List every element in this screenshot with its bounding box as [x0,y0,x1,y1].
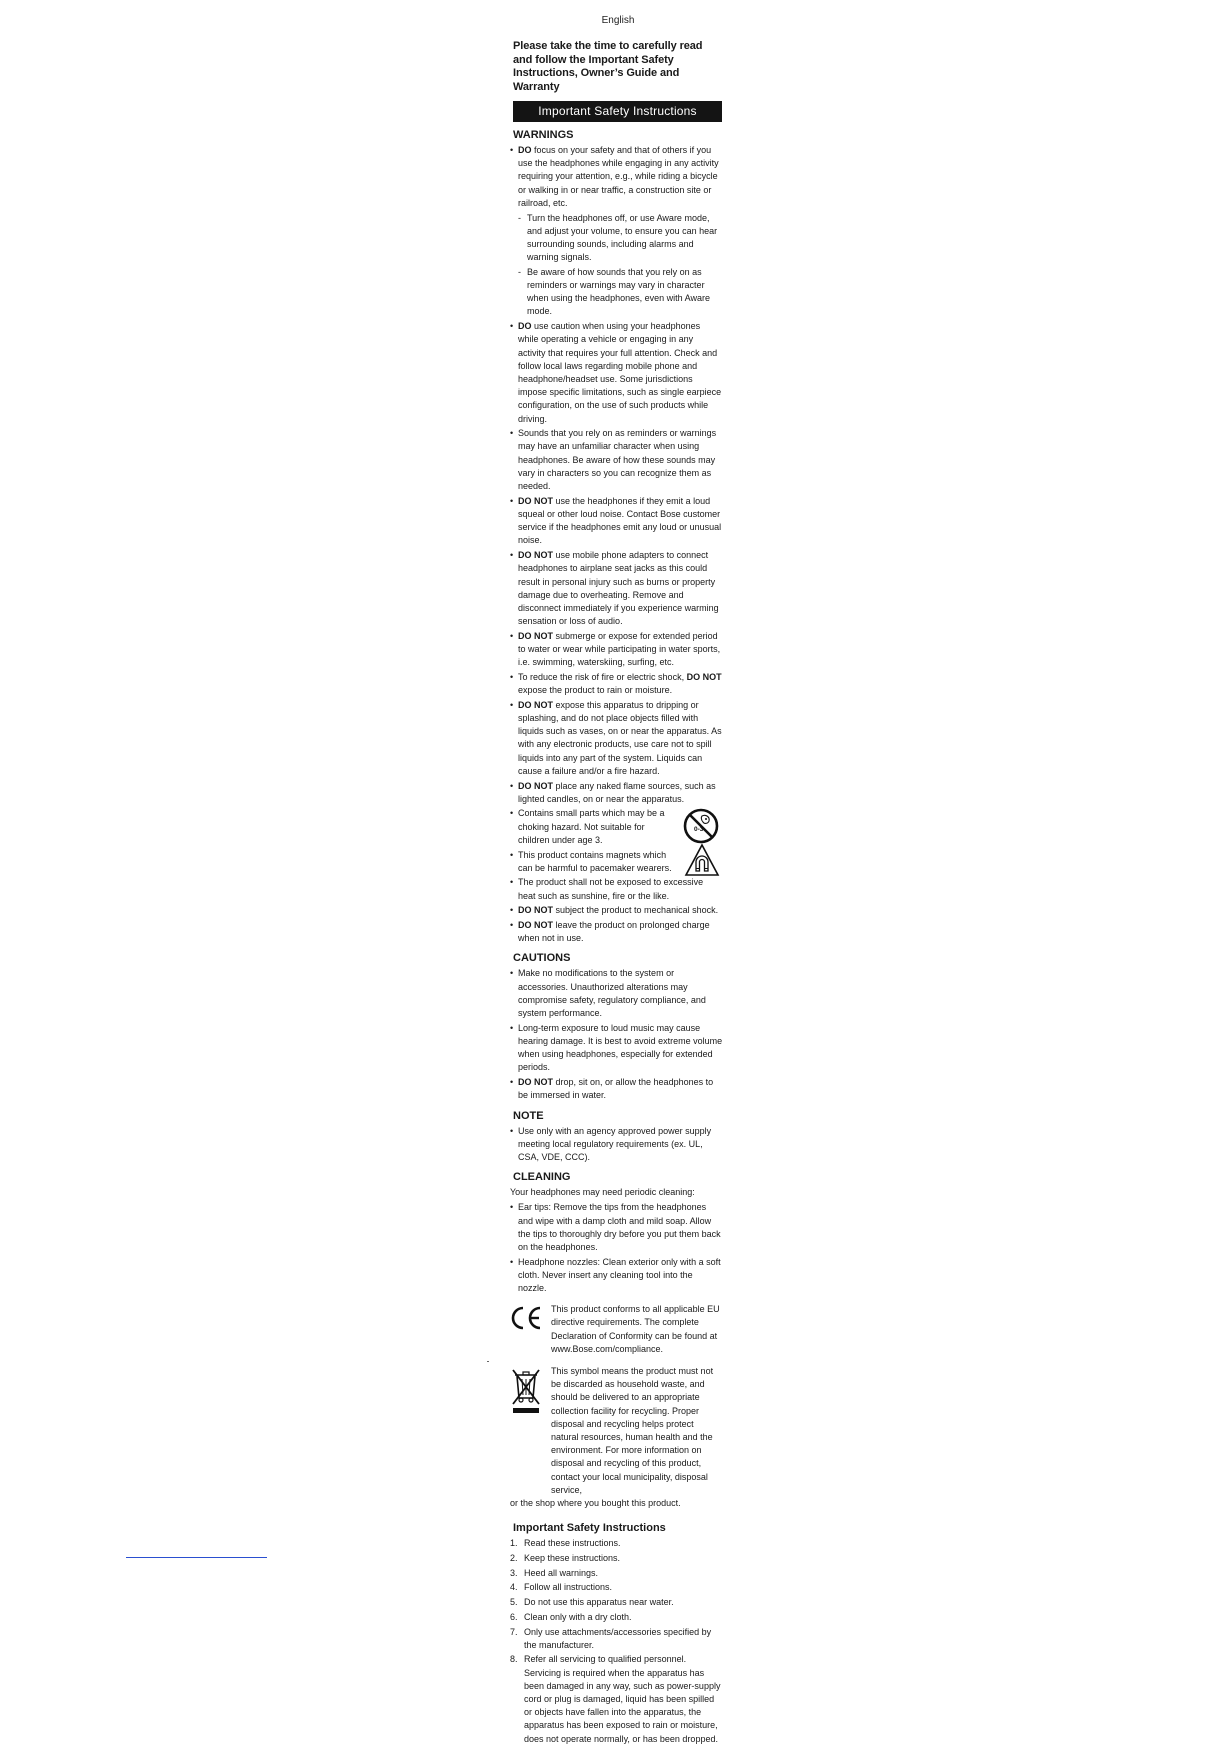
item-text: The product shall not be exposed to excessive heat such as sunshine, fire or the like. [518,877,704,901]
item-text: Use only with an agency approved power supply meeting local regulatory requirements (ex. UL, CSA, VDE, CCC). [518,1125,712,1162]
emphasis-lead: DO NOT [518,1077,553,1088]
list-item [510,549,723,628]
choking-hazard-icon [682,807,720,845]
emphasis-lead: DO NOT [518,495,553,506]
emphasis-lead: DO NOT [518,920,553,931]
numbered-item [510,1611,723,1624]
item-number: 6. [510,1611,518,1622]
sub-list-item [510,266,723,319]
list-item [510,320,723,426]
numbered-item [510,1626,723,1652]
isi-list [510,1537,723,1746]
emphasis-lead: DO NOT [518,780,553,791]
item-text: Long-term exposure to loud music may cause hearing damage. It is best to avoid extreme volume when using headphones, especially for extended periods. [518,1022,723,1073]
item-text: Follow all instructions. [524,1582,613,1593]
list-item [510,1256,723,1296]
list-item [510,780,723,806]
cleaning-intro: Your headphones may need periodic cleaning: [510,1187,695,1198]
item-text: subject the product to mechanical shock. [553,905,719,916]
choke-age-label: 0-3 [694,826,704,834]
item-number: 8. [510,1654,518,1665]
list-item [510,1125,723,1165]
emphasis-lead: DO NOT [518,905,553,916]
numbered-item [510,1581,723,1594]
intro-heading: Please take the time to carefully read and follow the Important Safety Instructions, Owner’s Guide and Warranty [513,40,703,93]
note-list [510,1125,723,1165]
item-text: leave the product on prolonged charge when not in use. [518,920,710,944]
cleaning-heading: CLEANING [513,1171,571,1184]
emphasis-lead: DO [518,145,532,155]
emphasis-lead: DO NOT [518,550,553,561]
document-column [510,40,723,1747]
list-item [510,967,723,1020]
emphasis-lead: DO NOT [518,630,553,641]
numbered-item [510,1537,723,1550]
magnet-warning: • This product contains magnets which can be harmful to pacemaker wearers. [510,849,676,875]
warnings-list-continued [510,876,723,945]
item-number: 5. [510,1597,518,1608]
item-text: Only use attachments/accessories specified by the manufacturer. [524,1626,712,1650]
cautions-list [510,967,723,1102]
list-item [510,630,723,670]
list-item [510,144,723,210]
weee-bin-icon [510,1367,542,1415]
item-text: Be aware of how sounds that you rely on as reminders or warnings may vary in character when using the headphones, even with Aware mode. [527,266,710,317]
list-item [510,699,723,778]
item-text: Headphone nozzles: Clean exterior only with a soft cloth. Never insert any cleaning tool into the nozzle. [518,1256,721,1294]
item-text: expose this apparatus to dripping or splashing, and do not place objects filled with liquids such as vases, on or near the apparatus. As with any electronic products, use care not to spill liquids into any part of the system. Liquids can cause a failure and/or a fire hazard. [518,699,722,776]
emphasis-lead: DO NOT [518,699,553,710]
numbered-item [510,1567,723,1580]
choking-warning: • Contains small parts which may be a choking hazard. Not suitable for children under age 3. [510,807,676,847]
ce-text: This product conforms to all applicable EU directive requirements. The complete Declaration of Conformity can be found at www.Bose.com/compliance. [551,1304,720,1354]
icon-warnings [510,807,723,875]
sub-list-item [510,212,723,265]
note-heading: NOTE [513,1109,544,1122]
weee-text-tail: or the shop where you bought this product. [510,1498,681,1509]
safety-banner: Important Safety Instructions [513,101,722,122]
item-text: Keep these instructions. [524,1553,621,1563]
magnet-warning-icon [684,843,720,877]
numbered-item [510,1552,723,1565]
weee-text: This symbol means the product must not be discarded as household waste, and should be delivered to an appropriate collection facility for recycling. Proper disposal and recycling helps protect natural resources, human health and the environment. For more information on disposal and recycling of this product, contact your local municipality, disposal service, [551,1366,714,1495]
item-text: Read these instructions. [524,1538,621,1549]
item-number: 7. [510,1626,518,1637]
item-text: place any naked flame sources, such as lighted candles, on or near the apparatus. [518,780,716,804]
item-text: Heed all warnings. [524,1567,599,1578]
item-text-tail: expose the product to rain or moisture. [518,685,673,696]
list-item [510,904,723,917]
isi-heading: Important Safety Instructions [513,1522,666,1535]
numbered-item [510,1596,723,1609]
list-item [510,876,723,902]
item-text: focus on your safety and that of others if you use the headphones while engaging in any activity requiring your attention, e.g., while riding a bicycle or walking in or near traffic, a construction site or railroad, etc. [518,145,719,208]
item-number: 2. [510,1553,518,1563]
list-item [510,1022,723,1075]
item-text: Clean only with a dry cloth. [524,1611,632,1622]
item-text: use the headphones if they emit a loud squeal or other loud noise. Contact Bose customer service if the headphones emit any loud or unusual noise. [518,495,722,546]
emphasis-inline: DO NOT [686,671,722,682]
warnings-list [510,144,723,806]
language-label: English [601,15,635,26]
item-text: drop, sit on, or allow the headphones to be immersed in water. [518,1077,714,1101]
item-text: use caution when using your headphones while operating a vehicle or engaging in any activity that requires your full attention. Check and follow local laws regarding mobile phone and headphone/headset use. Some jurisdictions impose specific limitations, such as single earpiece configuration, on the use of such products while driving. [518,321,722,424]
cautions-heading: CAUTIONS [513,952,571,965]
ce-mark-icon [510,1305,542,1331]
item-text: submerge or expose for extended period to water or wear while participating in water sports, i.e. swimming, waterskiing, surfing, etc. [518,630,721,668]
cleaning-list [510,1201,723,1295]
numbered-item [510,1653,723,1745]
list-item [510,427,723,493]
warnings-heading: WARNINGS [513,129,574,141]
item-text: Make no modifications to the system or accessories. Unauthorized alterations may compromise safety, regulatory compliance, and system performance. [518,968,706,1019]
item-number: 4. [510,1582,518,1593]
list-item [510,495,723,548]
item-text: Turn the headphones off, or use Aware mode, and adjust your volume, to ensure you can hear surrounding sounds, including alarms and warning signals. [527,212,718,263]
list-item [510,1201,723,1254]
ce-section [510,1303,723,1356]
item-number: 1. [510,1538,518,1549]
item-text: To reduce the risk of fire or electric shock, [518,671,687,682]
item-text: Do not use this apparatus near water. [524,1597,674,1608]
item-text: Ear tips: Remove the tips from the headphones and wipe with a damp cloth and mild soap. Allow the tips to thoroughly dry before you put them back on the headphones. [518,1202,721,1252]
item-text: Refer all servicing to qualified personnel. Servicing is required when the apparatus has been damaged in any way, such as power-supply cord or plug is damaged, liquid has been spilled or objects have fallen into the apparatus, the apparatus has been exposed to rain or moisture, does not operate normally, or has been dropped. [524,1654,721,1744]
stray-mark [487,1361,489,1362]
weee-section [510,1365,723,1497]
item-text: Sounds that you rely on as reminders or warnings may have an unfamiliar character when using headphones. Be aware of how these sounds may vary in characters so you can recognize them as needed. [518,428,717,492]
footer-link-underline [126,1557,267,1558]
item-text: use mobile phone adapters to connect headphones to airplane seat jacks as this could result in personal injury such as burns or property damage due to overheating. Remove and disconnect immediately if you experience warming sensation or loss of audio. [518,550,719,627]
item-number: 3. [510,1567,518,1578]
list-item [510,1076,723,1102]
list-item [510,919,723,945]
list-item [510,671,723,697]
emphasis-lead: DO [518,321,532,332]
